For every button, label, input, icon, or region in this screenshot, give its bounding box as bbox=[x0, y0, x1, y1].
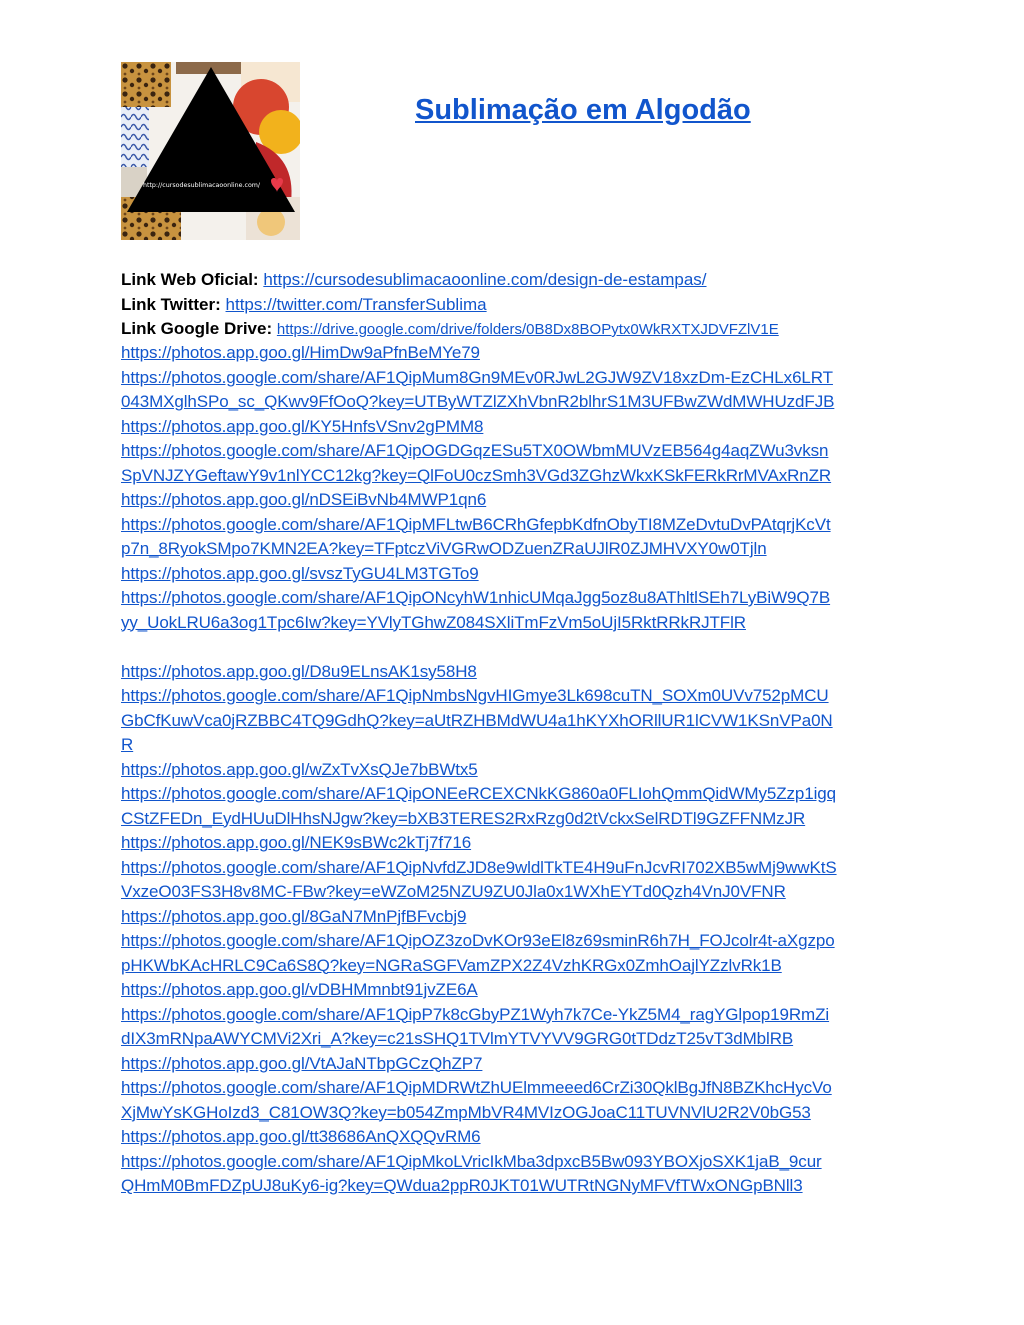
photo-link[interactable]: https://photos.google.com/share/AF1QipP7k8cGbyPZ1Wyh7k7Ce-YkZ5M4_ragYGlpop19RmZi bbox=[121, 1004, 830, 1024]
photo-link[interactable]: https://photos.app.goo.gl/KY5HnfsVSnv2gPMM8 bbox=[121, 416, 484, 436]
photo-link[interactable]: https://photos.app.goo.gl/svszTyGU4LM3TGTo9 bbox=[121, 563, 479, 583]
web-link-label: Link Web Oficial: bbox=[121, 270, 259, 289]
drive-link-label: Link Google Drive: bbox=[121, 319, 273, 338]
photo-link[interactable]: https://photos.app.goo.gl/VtAJaNTbpGCzQhZP7 bbox=[121, 1053, 483, 1073]
logo-image bbox=[121, 62, 300, 240]
photo-links bbox=[121, 341, 911, 1199]
photo-link[interactable]: CStZFEDn_EydHUuDlHhsNJgw?key=bXB3TERES2RxRzg0d2tVckxSelRDTl9GZFFNMzJR bbox=[121, 808, 806, 828]
twitter-link-row bbox=[121, 293, 911, 318]
photo-link[interactable]: https://photos.google.com/share/AF1QipOGDGqzESu5TX0OWbmMUVzEB564g4aqZWu3vksn bbox=[121, 441, 829, 460]
info-block bbox=[121, 268, 911, 342]
photo-link[interactable]: GbCfKuwVca0jRZBBC4TQ9GdhQ?key=aUtRZHBMdWU4a1hKYXhORllUR1lCVW1KSnVPa0N bbox=[121, 710, 833, 730]
photo-link[interactable]: pHKWbKAcHRLC9Ca6S8Q?key=NGRaSGFVamZPX2Z4VzhKRGx0ZmhOajlYZzlvRk1B bbox=[121, 955, 782, 975]
photo-link[interactable]: https://photos.app.goo.gl/D8u9ELnsAK1sy58H8 bbox=[121, 661, 477, 681]
web-link[interactable]: https://cursodesublimacaoonline.com/design-de-estampas/ bbox=[263, 270, 707, 289]
drive-link-row bbox=[121, 317, 911, 342]
link-group-1 bbox=[121, 341, 911, 635]
photo-link[interactable]: 043MXglhSPo_sc_QKwv9FfOoQ?key=UTByWTZlZXhVbnR2blhrS1M3UFBwZWdMWHUzdFJB bbox=[121, 392, 835, 411]
photo-link[interactable]: https://photos.google.com/share/AF1QipMum8Gn9MEv0RJwL2GJW9ZV18xzDm-EzCHLx6LRT bbox=[121, 367, 833, 387]
photo-link[interactable]: VxzeO03FS3H8v8MC-FBw?key=eWZoM25NZU9ZU0Jla0x1WXhEYTd0Qzh4VnJ0VFNR bbox=[121, 882, 786, 901]
spacer bbox=[121, 635, 911, 660]
photo-link[interactable]: SpVNJZYGeftawY9v1nlYCC12kg?key=QlFoU0czSmh3VGd3ZGhzWkxKSkFERkRrMVAxRnZR bbox=[121, 465, 832, 485]
logo-caption: http://cursodesublimacaoonline.com/ bbox=[143, 182, 261, 189]
photo-link[interactable]: https://photos.google.com/share/AF1QipMkoLVricIkMba3dpxcB5Bw093YBOXjoSXK1jaB_9cur bbox=[121, 1151, 822, 1171]
drive-link[interactable]: https://drive.google.com/drive/folders/0B8Dx8BOPytx0WkRXTXJDVFZlV1E bbox=[276, 321, 779, 338]
photo-link[interactable]: https://photos.google.com/share/AF1QipNmbsNgvHIGmye3Lk698cuTN_SOXm0UVv752pMCU bbox=[121, 686, 829, 705]
photo-link[interactable]: https://photos.app.goo.gl/HimDw9aPfnBeMYe79 bbox=[121, 343, 480, 362]
photo-link[interactable]: dIX3mRNpaAWYCMVi2Xri_A?key=c21sSHQ1TVlmYTVYVV9GRG0tTDdzT25vT3dMblRB bbox=[121, 1029, 794, 1048]
photo-link[interactable]: https://photos.app.goo.gl/tt38686AnQXQQvRM6 bbox=[121, 1127, 481, 1146]
photo-link[interactable]: https://photos.app.goo.gl/nDSEiBvNb4MWP1qn6 bbox=[121, 490, 487, 509]
photo-link[interactable]: https://photos.app.goo.gl/vDBHMmnbt91jvZE6A bbox=[121, 980, 478, 999]
twitter-link-label: Link Twitter: bbox=[121, 294, 221, 314]
photo-link[interactable]: https://photos.app.goo.gl/NEK9sBWc2kTj7f716 bbox=[121, 833, 472, 852]
link-group-2 bbox=[121, 660, 911, 1199]
photo-link[interactable]: https://photos.google.com/share/AF1QipONEeRCEXCNkKG860a0FLIohQmmQidWMy5Zzp1igq bbox=[121, 784, 837, 803]
photo-link[interactable]: https://photos.google.com/share/AF1QipOZ3zoDvKOr93eEl8z69sminR6h7H_FOJcolr4t-aXgzpo bbox=[121, 931, 835, 950]
photo-link[interactable]: yy_UokLRU6a3og1Tpc6Iw?key=YVlyTGhwZ084SXliTmFzVm5oUjI5RktRRkRJTFlR bbox=[121, 612, 746, 632]
photo-link[interactable]: R bbox=[121, 735, 134, 754]
photo-link[interactable]: https://photos.app.goo.gl/wZxTvXsQJe7bBWtx5 bbox=[121, 759, 478, 779]
photo-link[interactable]: https://photos.google.com/share/AF1QipNvfdZJD8e9wldlTkTE4H9uFnJcvRI702XB5wMj9wwKtS bbox=[121, 857, 837, 877]
twitter-link[interactable]: https://twitter.com/TransferSublima bbox=[225, 294, 487, 314]
photo-link[interactable]: QHmM0BmFDZpUJ8uKy6-ig?key=QWdua2ppR0JKT01WUTRtNGNyMFVfTWxONGpBNll3 bbox=[121, 1176, 803, 1195]
web-link-row bbox=[121, 268, 911, 293]
photo-link[interactable]: https://photos.app.goo.gl/8GaN7MnPjfBFvcbj9 bbox=[121, 906, 467, 926]
photo-link[interactable]: https://photos.google.com/share/AF1QipONcyhW1nhicUMqaJgg5oz8u8AThltlSEh7LyBiW9Q7B bbox=[121, 588, 831, 607]
photo-link[interactable]: XjMwYsKGHoIzd3_C81OW3Q?key=b054ZmpMbVR4MVIzOGJoaC11TUVNVlU2R2V0bG53 bbox=[121, 1102, 811, 1122]
page-title[interactable]: Sublimação em Algodão bbox=[415, 94, 751, 126]
photo-link[interactable]: p7n_8RyokSMpo7KMN2EA?key=TFptczViVGRwODZuenZRaUJlR0ZJMHVXY0w0Tjln bbox=[121, 539, 767, 558]
photo-link[interactable]: https://photos.google.com/share/AF1QipMDRWtZhUElmmeeed6CrZi30QklBgJfN8BZKhcHycVo bbox=[121, 1078, 832, 1097]
photo-link[interactable]: https://photos.google.com/share/AF1QipMFLtwB6CRhGfepbKdfnObyTI8MZeDvtuDvPAtqrjKcVt bbox=[121, 514, 831, 534]
